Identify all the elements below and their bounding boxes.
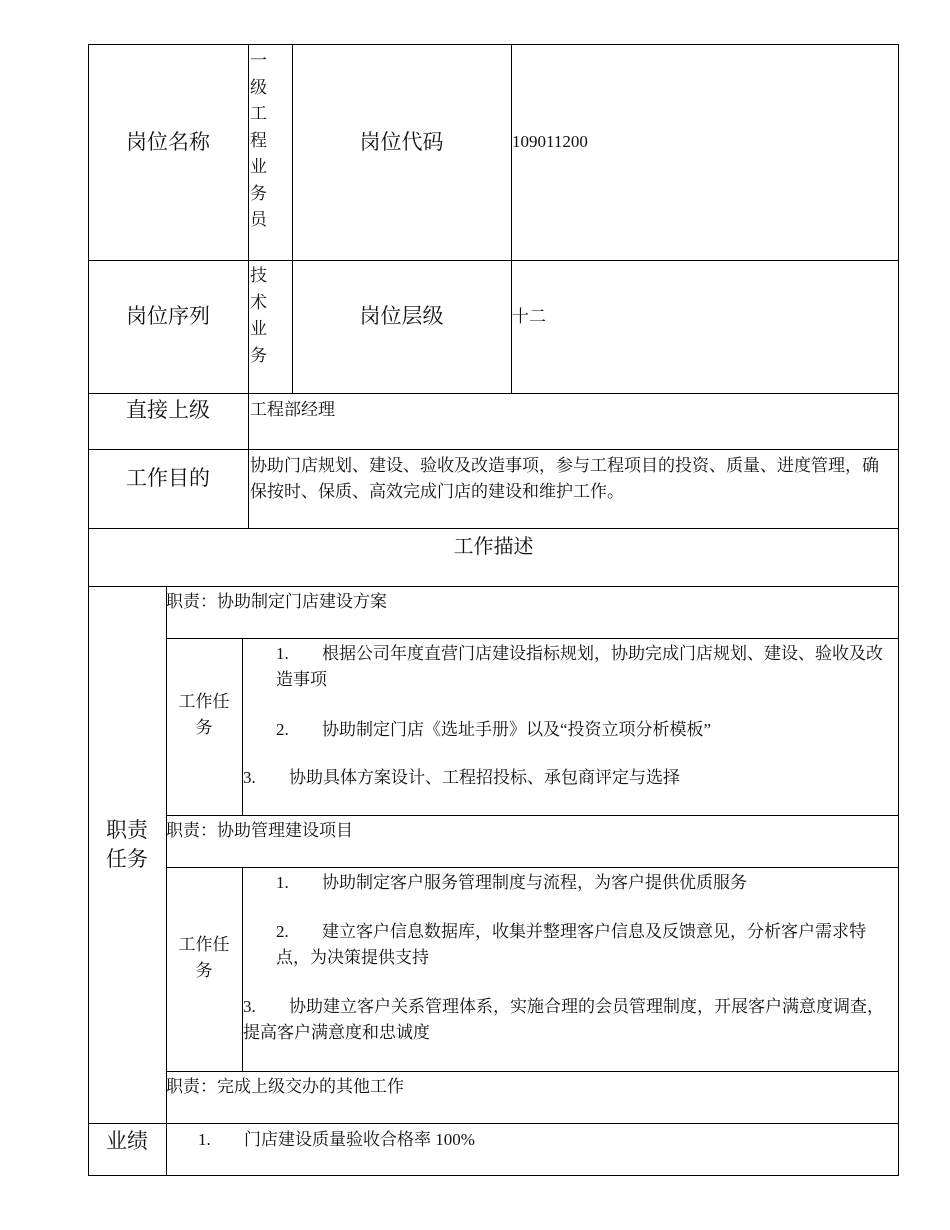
- position-series-value: 技 术 业 务: [250, 266, 267, 365]
- task-label: 工作任 务: [178, 935, 230, 980]
- task-label: 工作任 务: [178, 692, 230, 737]
- position-code-value: 109011200: [512, 132, 588, 151]
- purpose-value: 协助门店规划、建设、验收及改造事项，参与工程项目的投资、质量、进度管理，确保按时、保质、高效完成门店的建设和维护工作。: [250, 456, 879, 501]
- position-name-label: 岗位名称: [126, 130, 210, 154]
- task-item: 3. 协助建立客户关系管理体系，实施合理的会员管理制度，开展客户满意度调查，提高客户满意度和忠诚度: [243, 997, 884, 1042]
- performance-label: 业绩: [106, 1129, 148, 1153]
- duty-column-label: 职责 任务: [106, 818, 148, 871]
- position-code-label: 岗位代码: [359, 130, 444, 154]
- duty-title: 职责：协助制定门店建设方案: [166, 592, 387, 611]
- superior-value: 工程部经理: [250, 400, 335, 419]
- duty-title: 职责：协助管理建设项目: [166, 821, 353, 840]
- task-item: 1. 协助制定客户服务管理制度与流程，为客户提供优质服务: [276, 873, 747, 892]
- task-item: 1. 根据公司年度直营门店建设指标规划，协助完成门店规划、建设、验收及改造事项: [276, 644, 883, 689]
- superior-label: 直接上级: [126, 398, 210, 422]
- performance-item: 1. 门店建设质量验收合格率 100%: [198, 1130, 475, 1149]
- position-series-label: 岗位序列: [126, 304, 210, 328]
- position-name-value: 一 级 工 程 业 务 员: [250, 51, 267, 229]
- purpose-label: 工作目的: [126, 466, 210, 490]
- task-item: 3. 协助具体方案设计、工程招投标、承包商评定与选择: [243, 768, 680, 787]
- task-item: 2. 建立客户信息数据库，收集并整理客户信息及反馈意见，分析客户需求特点，为决策提供支持: [276, 922, 866, 967]
- position-level-value: 十二: [512, 307, 546, 326]
- section-title: 工作描述: [453, 536, 534, 558]
- position-level-label: 岗位层级: [359, 304, 444, 328]
- task-item: 2. 协助制定门店《选址手册》以及“投资立项分析模板”: [276, 720, 712, 739]
- duty-title: 职责：完成上级交办的其他工作: [166, 1077, 404, 1096]
